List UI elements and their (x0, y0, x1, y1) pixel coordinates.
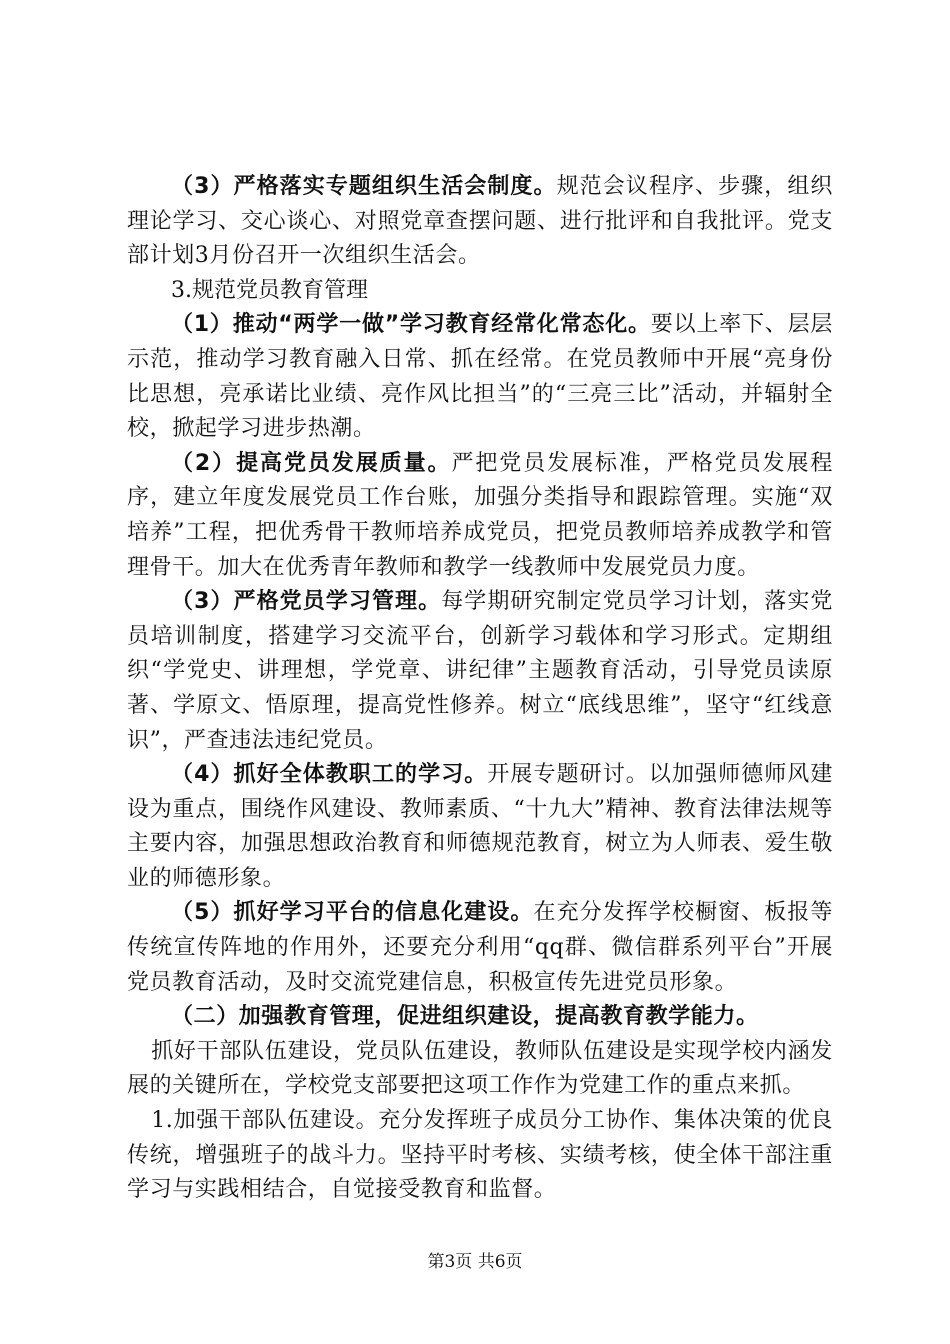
page-footer (0, 1247, 950, 1272)
paragraph-body: 开展专题研讨。以加强师德师风建设为重点，围绕作风建设、教师素质、“十九大”精神、教育法律法规等主要内容，加强思想政治教育和师德规范教育，树立为人师表、爱生敬业的师德形象。 (127, 762, 833, 891)
document-body (127, 170, 833, 1208)
paragraph-body: 在充分发挥学校橱窗、板报等传统宣传阵地的作用外，还要充分利用“qq群、微信群系列平台”开展党员教育活动，及时交流党建信息，积极宣传先进党员形象。 (127, 900, 833, 995)
paragraph-body: 1.加强干部队伍建设。充分发挥班子成员分工协作、集体决策的优良传统，增强班子的战斗力。坚持平时考核、实绩考核，使全体干部注重学习与实践相结合，自觉接受教育和监督。 (127, 1108, 833, 1203)
paragraph-lead: （1）推动“两学一做”学习教育经常化常态化。 (171, 312, 651, 338)
paragraph-lead: （4）抓好全体教职工的学习。 (171, 762, 488, 788)
paragraph-study-platform-informatization (127, 896, 833, 1000)
paragraph-member-study-management (127, 585, 833, 758)
paragraph-body: 严把党员发展标准，严格党员发展程序，建立年度发展党员工作台账，加强分类指导和跟踪管理。实施“双培养”工程，把优秀骨干教师培养成党员，把党员教师培养成教学和管理骨干。加大在优秀青年教师和教学一线教师中发展党员力度。 (127, 450, 833, 580)
paragraph-lead: （2）提高党员发展质量。 (171, 450, 452, 476)
paragraph-member-development-quality (127, 447, 833, 585)
paragraph-lead: （3）严格党员学习管理。 (171, 589, 442, 615)
paragraph-organization-life-meeting (127, 170, 833, 274)
paragraph-staff-study (127, 758, 833, 896)
paragraph-body: 要以上率下、层层示范，推动学习教育融入日常、抓在经常。在党员教师中开展“亮身份比思想，亮承诺比业绩、亮作风比担当”的“三亮三比”活动，并辐射全校，掀起学习进步热潮。 (127, 312, 833, 442)
paragraph-two-studies-one-action (127, 308, 833, 446)
paragraph-body: 规范会议程序、步骤，组织理论学习、交心谈心、对照党章查摆问题、进行批评和自我批评。党支部计划3月份召开一次组织生活会。 (127, 174, 833, 269)
paragraph-lead: （5）抓好学习平台的信息化建设。 (171, 900, 534, 926)
paragraph-lead: （3）严格落实专题组织生活会制度。 (171, 174, 557, 199)
paragraph-body: 抓好干部队伍建设，党员队伍建设，教师队伍建设是实现学校内涵发展的关键所在，学校党支部要把这项工作作为党建工作的重点来抓。 (127, 1038, 833, 1099)
section-title-education-management (127, 274, 833, 309)
section-title-text: 3.规范党员教育管理 (171, 277, 368, 303)
section-heading-text: （二）加强教育管理，促进组织建设，提高教育教学能力。 (171, 1004, 759, 1030)
paragraph-cadre-team-building (127, 1104, 833, 1208)
paragraph-team-building-intro (127, 1035, 833, 1104)
page-number-label: 第3页 共6页 (427, 1252, 523, 1272)
paragraph-body: 每学期研究制定党员学习计划，落实党员培训制度，搭建学习交流平台，创新学习载体和学习形式。定期组织“学党史、讲理想，学党章、讲纪律”主题教育活动，引导党员读原著、学原文、悟原理，提高党性修养。树立“底线思维”，坚守“红线意识”，严查违法违纪党员。 (127, 589, 833, 753)
section-heading-education-management (127, 1000, 833, 1035)
